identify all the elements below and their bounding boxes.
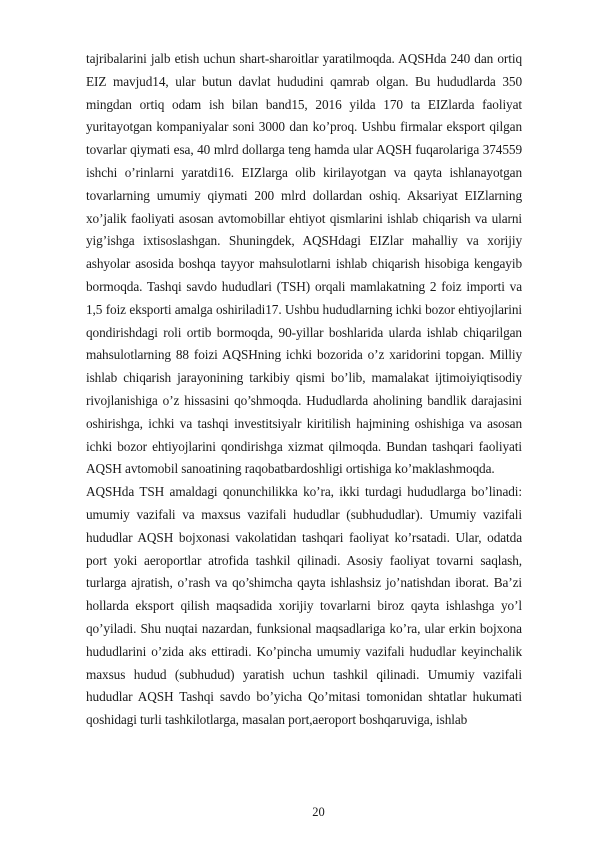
body-paragraph-2: AQSHda TSH amaldagi qonunchilikka ko’ra, ikki turdagi hududlarga bo’linadi: umumiy vazifali va maxsus vazifali hududlar (subhududlar). Umumiy vazifali hududlar AQSH bojxonasi vakolatidan tashqari faoliyat ko’rsatadi. Ular, odatda port yoki aeroportlar atrofida tashkil qilinadi. Asosiy faoliyat tovarni saqlash, turlarga ajratish, o’rash va qo’shimcha qayta ishlashsiz jo’natishdan iborat. Ba’zi hollarda eksport qilish maqsadida xorijiy tovarlarni biroz qayta ishlashga yo’l qo’yiladi. Shu nuqtai nazardan, funksional maqsadlariga ko’ra, ular erkin bojxona hududlarini o’zida aks ettiradi. Ko’pincha umumiy vazifali hududlar keyinchalik maxsus hudud (subhudud) yaratish uchun tashkil qilinadi. Umumiy vazifali hududlar AQSH Tashqi savdo bo’yicha Qo’mitasi tomonidan shtatlar hukumati qoshidagi turli tashkilotlarga, masalan port,aeroport boshqaruviga, ishlab [86, 484, 522, 728]
page-number: 20 [312, 805, 325, 819]
document-body [86, 48, 522, 732]
body-paragraph-1: tajribalarini jalb etish uchun shart-sharoitlar yaratilmoqda. AQSHda 240 dan ortiq EIZ mavjud14, ular butun davlat hududini qamrab olgan. Bu hududlarda 350 mingdan ortiq odam ish bilan band15, 2016 yilda 170 ta EIZlarda faoliyat yuritayotgan kompaniyalar soni 3000 dan ko’proq. Ushbu firmalar eksport qilgan tovarlar qiymati esa, 40 mlrd dollarga teng hamda ular AQSH fuqarolariga 374559 ishchi o’rinlarni yaratdi16. EIZlarga olib kirilayotgan va qayta ishlanayotgan tovarlarning umumiy qiymati 200 mlrd dollardan oshiq. Aksariyat EIZlarning xo’jalik faoliyati asosan avtomobillar ehtiyot qismlarini ishlab chiqarish va ularni yig’ishga ixtisoslashgan. Shuningdek, AQSHdagi EIZlar mahalliy va xorijiy ashyolar asosida boshqa tayyor mahsulotlarni ishlab chiqarish hisobiga kengayib bormoqda. Tashqi savdo hududlari (TSH) orqali mamlakatning 2 foiz importi va 1,5 foiz eksporti amalga oshiriladi17. Ushbu hududlarning ichki bozor ehtiyojlarini qondirishdagi roli ortib bormoqda, 90-yillar boshlarida ularda ishlab chiqarilgan mahsulotlarning 88 foizi AQSHning ichki bozorida o’z xaridorini topgan. Milliy ishlab chiqarish jarayonining tarkibiy qismi bo’lib, mamalakat ijtimoiyiqtisodiy rivojlanishiga o’z hissasini qo’shmoqda. Hududlarda aholining bandlik darajasini oshirishga, ichki va tashqi investitsiyalr kiritilish hajmining oshishiga va asosan ichki bozor ehtiyojlarini qondirishga xizmat qilmoqda. Bundan tashqari faoliyati AQSH avtomobil sanoatining raqobatbardoshligi ortishiga ko’maklashmoqda. [86, 51, 522, 477]
